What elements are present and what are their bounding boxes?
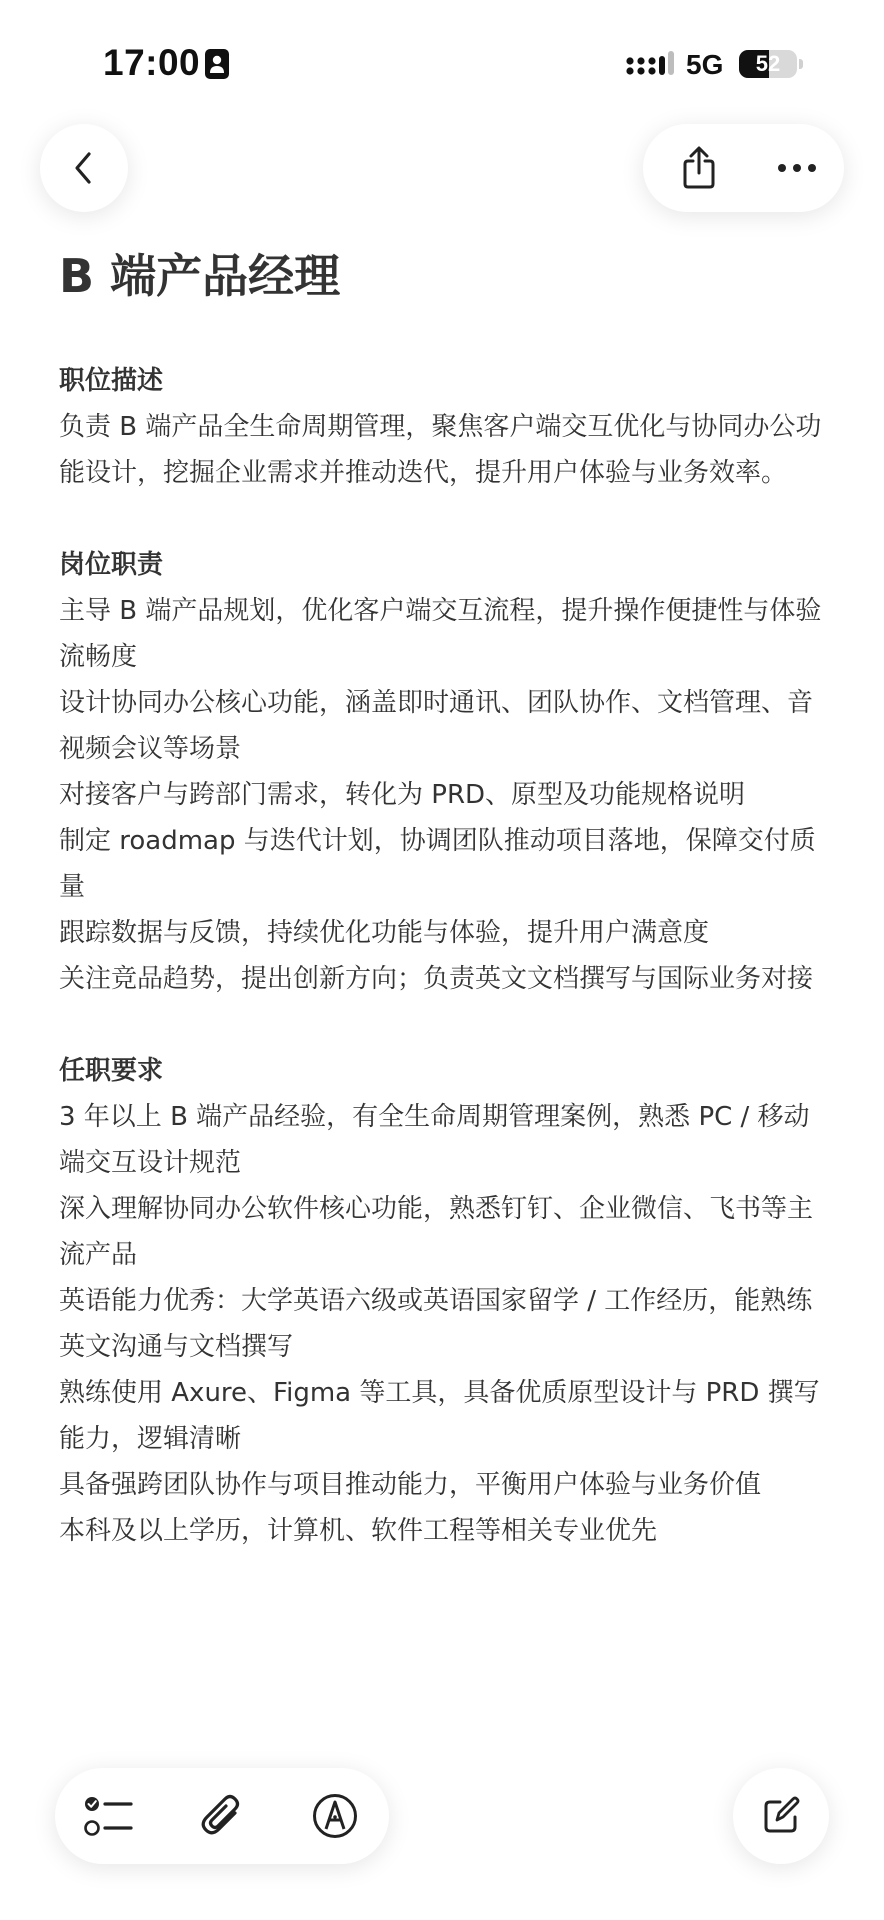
section-heading: 任职要求 [59,1056,164,1086]
paragraph: 负责 B 端产品全生命周期管理，聚焦客户端交互优化与协同办公功能设计，挖掘企业需求并推动迭代，提升用户体验与业务效率。 [59,412,822,488]
battery-percent: 52 [755,51,781,76]
bottom-toolbar [55,1768,389,1864]
note-title: B 端产品经理 [59,249,341,303]
network-type: 5G [686,49,724,80]
status-bar [0,0,884,130]
checklist-button[interactable] [61,1768,157,1864]
section-requirements [59,1048,829,1554]
note-body[interactable] [59,240,829,1554]
paragraph: 深入理解协同办公软件核心功能，熟悉钉钉、企业微信、飞书等主流产品 [59,1194,814,1270]
checklist-icon [83,1793,135,1839]
cellular-signal-icon [626,50,674,78]
paragraph: 主导 B 端产品规划，优化客户端交互流程，提升操作便捷性与体验流畅度 [59,596,822,672]
focus-person-icon [205,49,229,79]
battery-cap [799,59,803,69]
paragraph: 关注竞品趋势，提出创新方向；负责英文文档撰写与国际业务对接 [59,964,814,994]
chevron-left-icon [69,150,99,186]
share-icon [679,145,719,191]
section-heading: 岗位职责 [59,550,164,580]
paragraph: 具备强跨团队协作与项目推动能力，平衡用户体验与业务价值 [59,1470,762,1500]
share-button[interactable] [655,124,743,212]
paragraph: 跟踪数据与反馈，持续优化功能与体验，提升用户满意度 [59,918,710,948]
attachment-button[interactable] [174,1768,270,1864]
section-responsibilities [59,542,829,1002]
status-time: 17:00 [103,42,201,83]
battery-indicator [739,50,797,78]
section-heading: 职位描述 [59,366,164,396]
paragraph: 英语能力优秀：大学英语六级或英语国家留学 / 工作经历，能熟练英文沟通与文档撰写 [59,1286,813,1362]
paragraph: 制定 roadmap 与迭代计划，协调团队推动项目落地，保障交付质量 [59,826,816,902]
paperclip-icon [199,1791,245,1841]
paragraph: 熟练使用 Axure、Figma 等工具，具备优质原型设计与 PRD 撰写能力，逻辑清晰 [59,1378,820,1454]
markup-button[interactable] [287,1768,383,1864]
paragraph: 本科及以上学历，计算机、软件工程等相关专业优先 [59,1516,658,1546]
more-button[interactable] [753,124,841,212]
pen-markup-icon [311,1792,359,1840]
paragraph: 3 年以上 B 端产品经验，有全生命周期管理案例，熟悉 PC / 移动端交互设计规范 [59,1102,810,1178]
paragraph: 设计协同办公核心功能，涵盖即时通讯、团队协作、文档管理、音视频会议等场景 [59,688,814,764]
paragraph: 对接客户与跨部门需求，转化为 PRD、原型及功能规格说明 [59,780,746,810]
section-job-description [59,358,829,496]
compose-icon [760,1795,802,1837]
back-button[interactable] [40,124,128,212]
more-horizontal-icon [777,163,817,173]
note-actions-group [643,124,844,212]
new-note-button[interactable] [733,1768,829,1864]
